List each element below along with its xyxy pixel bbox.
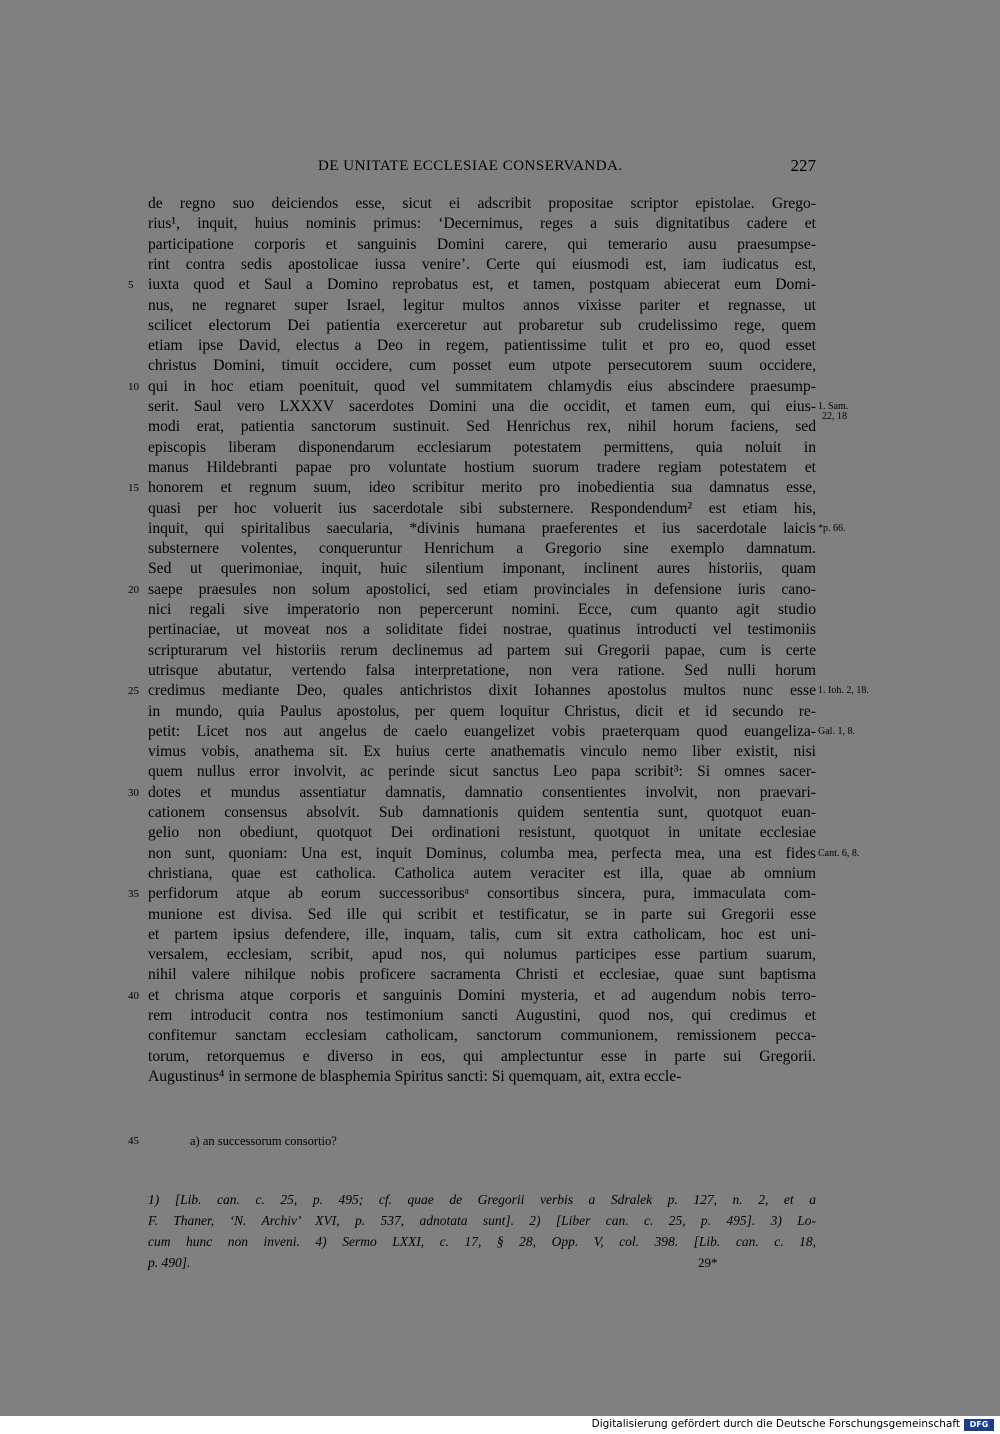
text-line: in mundo, quia Paulus apostolus, per quem loquitur Christus, dicit et id secundo re-: [148, 702, 816, 720]
text-line: quasi per hoc voluerit ius sacerdotale sibi substernere. Respondendum² est etiam his,: [148, 499, 816, 517]
text-line: gelio non obediunt, quotquot Dei ordinationi resistunt, quotquot in unitate ecclesiae: [148, 824, 816, 842]
text-line: credimus mediante Deo, quales antichristos dixit Iohannes apostolus multos nunc esse: [148, 682, 816, 700]
line-number: 20: [128, 583, 139, 596]
line-number: 40: [128, 989, 139, 1002]
text-line: inquit, qui spiritalibus saecularia, *divinis humana praeferentes et ius sacerdotale laicis: [148, 519, 816, 537]
page-number: 227: [790, 156, 816, 175]
funding-credit: Digitalisierung gefördert durch die Deutsche Forschungsgemeinschaft: [591, 1418, 960, 1430]
margin-note: [818, 686, 869, 696]
margin-note-ref: *p. 66.: [818, 522, 846, 534]
text-line: substernere volentes, conqueruntur Henrichum a Gregorio sine exemplo damnatum.: [148, 540, 816, 558]
running-header: [148, 158, 816, 180]
line-number: 35: [128, 888, 139, 901]
text-line: serit. Saul vero LXXXV sacerdotes Domini una die occidit, et tamen eum, qui eius-: [148, 398, 816, 415]
margin-note: [818, 524, 846, 534]
text-line: petit: Licet nos aut angelus de caelo euangelizet vobis praeterquam quod euangeliza-: [148, 722, 816, 740]
margin-note-ref: Cant. 6, 8.: [818, 847, 860, 859]
margin-note-ref: 1. Ioh. 2, 18.: [818, 685, 869, 697]
text-line: episcopis liberam disponendarum ecclesiarum potestatem permittens, quia noluit in: [148, 438, 816, 456]
text-line: perfidorum atque ab eorum successoribusᵃ consortibus sincera, pura, immaculata com-: [148, 885, 816, 903]
text-line: dotes et mundus assentiatur damnatis, damnatio consentientes involvit, non praevari-: [148, 783, 816, 801]
text-line: etiam ipse David, electus a Deo in regem, patientissime tulit et pro eo, quod esset: [148, 337, 816, 355]
footnote-line: cum hunc non inveni. 4) Sermo LXXI, c. 17, § 28, Opp. V, col. 398. [Lib. can. c. 18,: [148, 1234, 816, 1249]
dfg-logo: DFG: [964, 1419, 994, 1431]
text-line: scripturarum vel historiis rerum declinemus ad partem sui Gregorii papae, cum is certe: [148, 641, 816, 659]
margin-note: [818, 849, 859, 859]
running-title: DE UNITATE ECCLESIAE CONSERVANDA.: [318, 158, 623, 174]
text-line: et partem ipsius defendere, ille, inquam, talis, cum sit extra catholicam, hoc est uni-: [148, 925, 816, 943]
margin-note-ref-cont: 22, 18: [822, 411, 847, 422]
text-line: rem introducit contra nos testimonium sancti Augustini, quod nos, qui credimus et: [148, 1007, 816, 1024]
text-line: munione est divisa. Sed ille qui scribit et testificatur, se in parte sui Gregorii esse: [148, 905, 816, 923]
text-line: versalem, ecclesiam, scribit, apud nos, qui nolumus participes esse partium suarum,: [148, 946, 816, 964]
text-line: confitemur sanctam ecclesiam catholicam, sanctorum communionem, remissionem pecca-: [148, 1027, 816, 1045]
margin-note: [818, 727, 855, 737]
line-number: 10: [128, 380, 139, 393]
margin-note-ref: 1. Sam.: [818, 401, 849, 412]
footnote-line: F. Thaner, ‘N. Archiv’ XVI, p. 537, adnotata sunt]. 2) [Liber can. c. 25, p. 495]. 3) Lo-: [148, 1213, 816, 1228]
line-number: 25: [128, 685, 139, 698]
text-line: rius¹, inquit, huius nominis primus: ‘Decernimus, reges a suis dignitatibus cadere et: [148, 215, 816, 233]
text-line: nihil valere nihilque nobis proficere sacramenta Christi et ecclesiae, quae sunt baptisma: [148, 966, 816, 984]
text-line: Augustinus⁴ in sermone de blasphemia Spiritus sancti: Si quemquam, ait, extra eccle-: [148, 1067, 682, 1085]
apparatus-line-number: 45: [128, 1135, 139, 1147]
footer-bar: [0, 1416, 1000, 1434]
text-line: Sed ut querimoniae, inquit, huic silentium imponant, inclinent aures historiis, quam: [148, 560, 816, 578]
text-line: cationem consensus absolvit. Sub damnationis quidem sententia sunt, quotquot euan-: [148, 804, 816, 821]
signature-mark: 29*: [698, 1255, 718, 1270]
text-line: nici regali sive imperatorio non pepercerunt nomini. Ecce, cum quanto agit studio: [148, 601, 816, 618]
text-line: participatione corporis et sanguinis Domini carere, qui temerario ausu praesumpse-: [148, 235, 816, 253]
margin-note: [818, 402, 848, 422]
margin-note-ref: Gal. 1, 8.: [818, 725, 855, 737]
text-line: et chrisma atque corporis et sanguinis Domini mysteria, et ad augendum nobis terro-: [148, 986, 816, 1004]
footnote-line: 1) [Lib. can. c. 25, p. 495; cf. quae de Gregorii verbis a Sdralek p. 127, n. 2, et a: [148, 1192, 816, 1207]
text-line: pertinaciae, ut moveat nos a soliditate fidei nostrae, quatinus introducti vel testimoniis: [148, 621, 816, 639]
line-number: 30: [128, 786, 139, 799]
text-line: quem nullus error involvit, ac perinde sicut sanctus Leo papa scribit³: Si omnes sacer-: [148, 763, 816, 781]
text-line: vimus vobis, anathema sit. Ex huius certe anathematis vinculo nemo liber existit, nisi: [148, 743, 816, 761]
footnote-line: p. 490].: [148, 1255, 191, 1270]
text-line: utrisque abutatur, vertendo falsa interpretatione, non vera ratione. Sed nulli horum: [148, 661, 816, 679]
text-line: rint contra sedis apostolicae iussa venire’. Certe qui eiusmodi est, iam iudicatus est,: [148, 255, 816, 273]
line-number: 5: [128, 279, 134, 292]
text-line: christiana, quae est catholica. Catholica autem veraciter est illa, quae ab omnium: [148, 864, 816, 882]
text-line: iuxta quod et Saul a Domino reprobatus est, et tamen, postquam abiecerat eum Domi-: [148, 276, 816, 294]
text-line: manus Hildebranti papae pro voluntate hostium suorum tradere regiam potestatem et: [148, 458, 816, 476]
text-line: non sunt, quoniam: Una est, inquit Dominus, columba mea, perfecta mea, una est fides: [148, 844, 816, 862]
text-line: honorem et regnum suum, ideo scribitur merito pro inobedientia sua damnatus esse,: [148, 479, 816, 497]
text-line: scilicet electorum Dei patientia exerceretur aut probaretur sub crudelissimo rege, quem: [148, 316, 816, 334]
text-line: torum, retorquemus e diverso in eos, qui amplectuntur esse in parte sui Gregorii.: [148, 1047, 816, 1065]
text-line: qui in hoc etiam poenituit, quod vel summitatem chlamydis eius abscindere praesump-: [148, 377, 816, 395]
text-line: nus, ne regnaret super Israel, legitur multos annos vixisse pariter et regnasse, ut: [148, 296, 816, 314]
text-line: modi erat, patientia sanctorum sustinuit. Sed Henrichus rex, nihil horum faciens, sed: [148, 418, 816, 436]
text-line: saepe praesules non solum apostolici, sed etiam provinciales in defensione iuris cano-: [148, 580, 816, 598]
text-line: de regno suo deiciendos esse, sicut ei adscribit propositae scriptor epistolae. Grego-: [148, 195, 816, 212]
apparatus-note: a) an successorum consortio?: [190, 1134, 337, 1148]
line-number: 15: [128, 482, 139, 495]
text-line: christus Domini, timuit occidere, cum posset eum utpote persecutorem suum occidere,: [148, 357, 816, 375]
